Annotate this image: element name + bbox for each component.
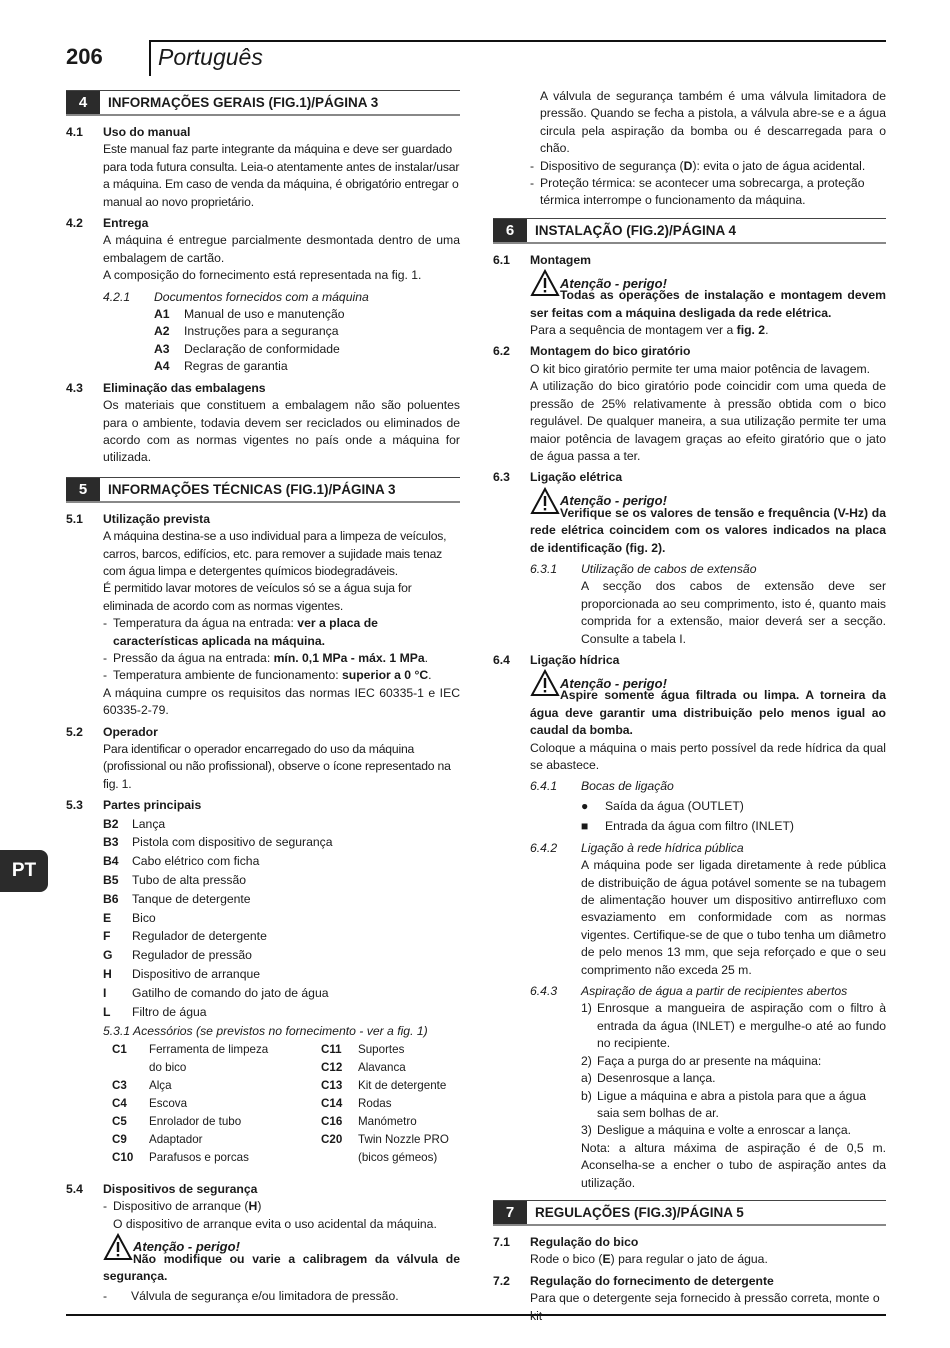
part-item: B5 Tubo de alta pressão — [103, 873, 247, 888]
list-item: - Proteção térmica: se acontecer uma sobrecarga, a proteção térmica interrompe o funcionamento da máquina. — [530, 176, 865, 208]
list-item: - Temperatura da água na entrada: ver a placa de características aplicada na máquina. — [103, 616, 378, 648]
subsection-6-4: 6.4 Ligação hídrica — [493, 652, 620, 667]
subsection-6-1: 6.1 Montagem — [493, 252, 591, 267]
paragraph: A máquina cumpre os requisitos das normas IEC 60335-1 e IEC 60335-2-79. — [103, 685, 460, 718]
subsection-6-4-2: 6.4.2 Ligação à rede hídrica pública — [530, 840, 744, 855]
list-item: ■ Entrada da água com filtro (INLET) — [493, 816, 886, 836]
section-number: 5 — [66, 478, 100, 501]
page-number: 206 — [66, 44, 103, 69]
subsection-7-1: 7.1 Regulação do bico — [493, 1234, 639, 1249]
part-item: H Dispositivo de arranque — [103, 967, 261, 981]
warning-heading: Atenção - perigo! — [66, 1233, 460, 1261]
list-item: a) Desenrosque a lança. — [581, 1071, 716, 1086]
subsection-5-2: 5.2 Operador — [66, 724, 158, 739]
warning-heading: Atenção - perigo! — [493, 669, 886, 697]
subsection-5-1: 5.1 Utilização prevista — [66, 511, 211, 526]
subsection-5-4: 5.4 Dispositivos de segurança — [66, 1181, 258, 1196]
paragraph: Para identificar o operador encarregado do uso da máquina (profissional ou não profissional), observe o ícone representado na fig. 1. — [103, 742, 451, 791]
paragraph: A máquina destina-se a uso individual para a limpeza de veículos, carros, barcos, edifícios, etc. para remover a sujidade mais tenaz com água limpa e detergentes químicos biodegradáveis. — [103, 529, 447, 578]
subsection-4-2: 4.2 Entrega — [66, 216, 149, 231]
paragraph: Este manual faz parte integrante da máquina e deve ser guardado para toda futura consulta. Leia-o atentamente antes de instalar/usar a máquina. Em caso de venda da máquina, é obrigatório entregar o manual ao novo proprietário. — [103, 142, 460, 209]
note: Nota: a altura máxima de aspiração é de 0,5 m. Aconselha-se a encher o tubo de aspiração antes da utilização. — [581, 1140, 886, 1190]
warning-heading: Atenção - perigo! — [493, 269, 886, 297]
section-7-header — [493, 1200, 886, 1226]
section-number: 7 — [493, 1201, 527, 1224]
section-4-header — [66, 90, 460, 116]
doc-item: A3 Declaração de conformidade — [154, 341, 340, 356]
paragraph: O kit bico giratório permite ter uma maior potência de lavagem. — [530, 361, 871, 376]
filled-circle-icon: ● — [581, 798, 589, 813]
paragraph: Para que o detergente seja fornecido à pressão correta, monte o kit — [530, 1291, 880, 1323]
subsection-4-3: 4.3 Eliminação das embalagens — [66, 380, 266, 395]
filled-square-icon: ■ — [581, 818, 589, 833]
section-title: INSTALAÇÃO (FIG.2)/PÁGINA 4 — [535, 222, 737, 238]
part-item: L Filtro de água — [103, 1004, 207, 1019]
doc-item: A1 Manual de uso e manutenção — [154, 307, 345, 322]
list-item: 2) Faça a purga do ar presente na máquina: — [581, 1053, 822, 1068]
left-column — [66, 90, 460, 1305]
section-title: INFORMAÇÕES GERAIS (FIG.1)/PÁGINA 3 — [108, 95, 379, 110]
subsection-4-2-1: 4.2.1 Documentos fornecidos com a máquina — [103, 289, 369, 304]
section-5-header — [66, 477, 460, 503]
header-divider — [149, 40, 151, 76]
list-item: b) Ligue a máquina e abra a pistola para que a água saia sem bolhas de ar. — [581, 1088, 867, 1120]
section-6-header — [493, 218, 886, 244]
warning-text: Não modifique ou varie a calibragem da válvula de segurança. — [103, 1252, 460, 1284]
paragraph: Rode o bico (E) para regular o jato de água. — [530, 1252, 768, 1267]
section-number: 6 — [493, 219, 527, 242]
section-number: 4 — [66, 91, 100, 114]
paragraph: A máquina pode ser ligada diretamente à rede pública de distribuição de água potável somente se na tubagem de alimentação houver um dispositivo antirrefluxo com esvaziamento em conformidade com as normas vigentes. Certifique-se de que o tubo tenha um diâmetro de pelo menos 13 mm, que seja reforçado e que o seu comprimento não exceda 25 m. — [581, 858, 886, 977]
part-item: I Gatilho de comando do jato de água — [103, 985, 329, 1000]
warning-triangle-icon — [530, 669, 560, 697]
paragraph: Os materiais que constituem a embalagem não são poluentes para o ambiente, todavia devem ser reciclados ou eliminados de acordo com as normas vigentes no país onde a máquina for utilizada. — [103, 398, 460, 465]
list-item: - Temperatura ambiente de funcionamento: superior a 0 °C. — [103, 668, 432, 683]
doc-item: A4 Regras de garantia — [154, 359, 288, 374]
part-item: E Bico — [103, 910, 156, 925]
warning-text: Aspire somente água filtrada ou limpa. A torneira da água deve garantir uma distribuição pelo menos igual ao caudal da bomba. — [530, 688, 886, 738]
subsection-6-3-1: 6.3.1 Utilização de cabos de extensão — [530, 561, 757, 576]
paragraph: A máquina é entregue parcialmente desmontada dentro de uma embalagem de cartão. — [103, 233, 460, 265]
part-item: B6 Tanque de detergente — [103, 891, 251, 906]
paragraph: Coloque a máquina o mais perto possível da rede hídrica da qual se abastece. — [530, 740, 886, 772]
section-title: INFORMAÇÕES TÉCNICAS (FIG.1)/PÁGINA 3 — [108, 481, 396, 497]
warning-triangle-icon — [530, 269, 560, 297]
part-item: G Regulador de pressão — [103, 948, 252, 963]
warning-triangle-icon — [530, 487, 560, 515]
subsection-6-3: 6.3 Ligação elétrica — [493, 470, 623, 485]
list-item: ● Saída da água (OUTLET) — [493, 796, 886, 816]
language-tab: PT — [0, 850, 48, 892]
subsection-7-2: 7.2 Regulação do fornecimento de detergente — [493, 1273, 774, 1288]
accessories-table: C1 Ferramenta de limpeza C11 Suportes do bico C12 Alavanca C3 Alça C13 Kit de detergente C4 Escova C14 Rodas C5 Enrolador de tubo C16 Manómetro C9 Adaptador C20 Twin Nozzle PRO C10 Parafusos e porcas (bicos gémeos) — [112, 1042, 449, 1164]
list-item: - Válvula de segurança e/ou limitadora de pressão. — [103, 1288, 399, 1303]
paragraph: A utilização do bico giratório pode coincidir com uma queda de pressão de 25% relativamente à pressão obtida com o bico regulável. De qualquer maneira, a sua utilização permite ter uma maior potência de lavagem graças ao efeito giratório que o jato de água passa a ter. — [530, 379, 886, 463]
part-item: B2 Lança — [103, 816, 166, 831]
section-title: REGULAÇÕES (FIG.3)/PÁGINA 5 — [535, 1204, 744, 1220]
subsection-6-4-1: 6.4.1 Bocas de ligação — [530, 779, 674, 794]
right-column — [493, 88, 886, 1325]
paragraph: A secção dos cabos de extensão deve ser proporcionada ao seu comprimento, isto é, quanto mais comprida for a extensão, maior deverá ser a secção. Consulte a tabela I. — [581, 579, 886, 646]
list-item: - Dispositivo de arranque (H) — [103, 1199, 262, 1214]
part-item: B3 Pistola com dispositivo de segurança — [103, 835, 333, 850]
paragraph: É permitido lavar motores de veículos só se a água suja for eliminada de acordo com as normas vigentes. — [103, 581, 412, 613]
warning-text: Todas as operações de instalação e montagem devem ser feitas com a máquina desligada da rede elétrica. — [530, 288, 886, 320]
list-item: - Pressão da água na entrada: mín. 0,1 MPa - máx. 1 MPa. — [103, 650, 429, 665]
part-item: F Regulador de detergente — [103, 929, 267, 944]
part-item: B4 Cabo elétrico com ficha — [103, 854, 260, 869]
list-item: 1) Enrosque a mangueira de aspiração com o filtro à entrada da água (INLET) e mergulhe-o até ao fundo no recipiente. — [581, 1001, 886, 1051]
paragraph: A composição do fornecimento está representada na fig. 1. — [103, 268, 422, 283]
list-item: 3) Desligue a máquina e volte a enroscar a lança. — [581, 1123, 852, 1138]
page-language: Português — [158, 44, 263, 70]
warning-triangle-icon — [103, 1233, 133, 1261]
subsection-5-3: 5.3 Partes principais — [66, 798, 202, 813]
subsection-6-4-3: 6.4.3 Aspiração de água a partir de recipientes abertos — [530, 984, 848, 999]
warning-heading: Atenção - perigo! — [493, 487, 886, 515]
paragraph: A válvula de segurança também é uma válvula limitadora de pressão. Quando se fecha a pistola, a válvula abre-se e a água circula pela aspiração da bomba ou é descarregada para o chão. — [540, 89, 886, 156]
subsection-4-1: 4.1 Uso do manual — [66, 125, 191, 139]
paragraph: Para a sequência de montagem ver a fig. 2. — [530, 323, 769, 338]
warning-text: Verifique se os valores de tensão e frequência (V-Hz) da rede elétrica coincidem com os valores indicados na placa de identificação (fig. 2). — [530, 505, 886, 555]
list-item: - Dispositivo de segurança (D): evita o jato de água acidental. — [530, 158, 866, 173]
subsection-6-2: 6.2 Montagem do bico giratório — [493, 344, 691, 359]
paragraph: O dispositivo de arranque evita o uso acidental da máquina. — [113, 1216, 437, 1231]
accessories-title: 5.3.1 Acessórios (se previstos no fornecimento - ver a fig. 1) — [103, 1024, 428, 1039]
doc-item: A2 Instruções para a segurança — [154, 324, 339, 339]
